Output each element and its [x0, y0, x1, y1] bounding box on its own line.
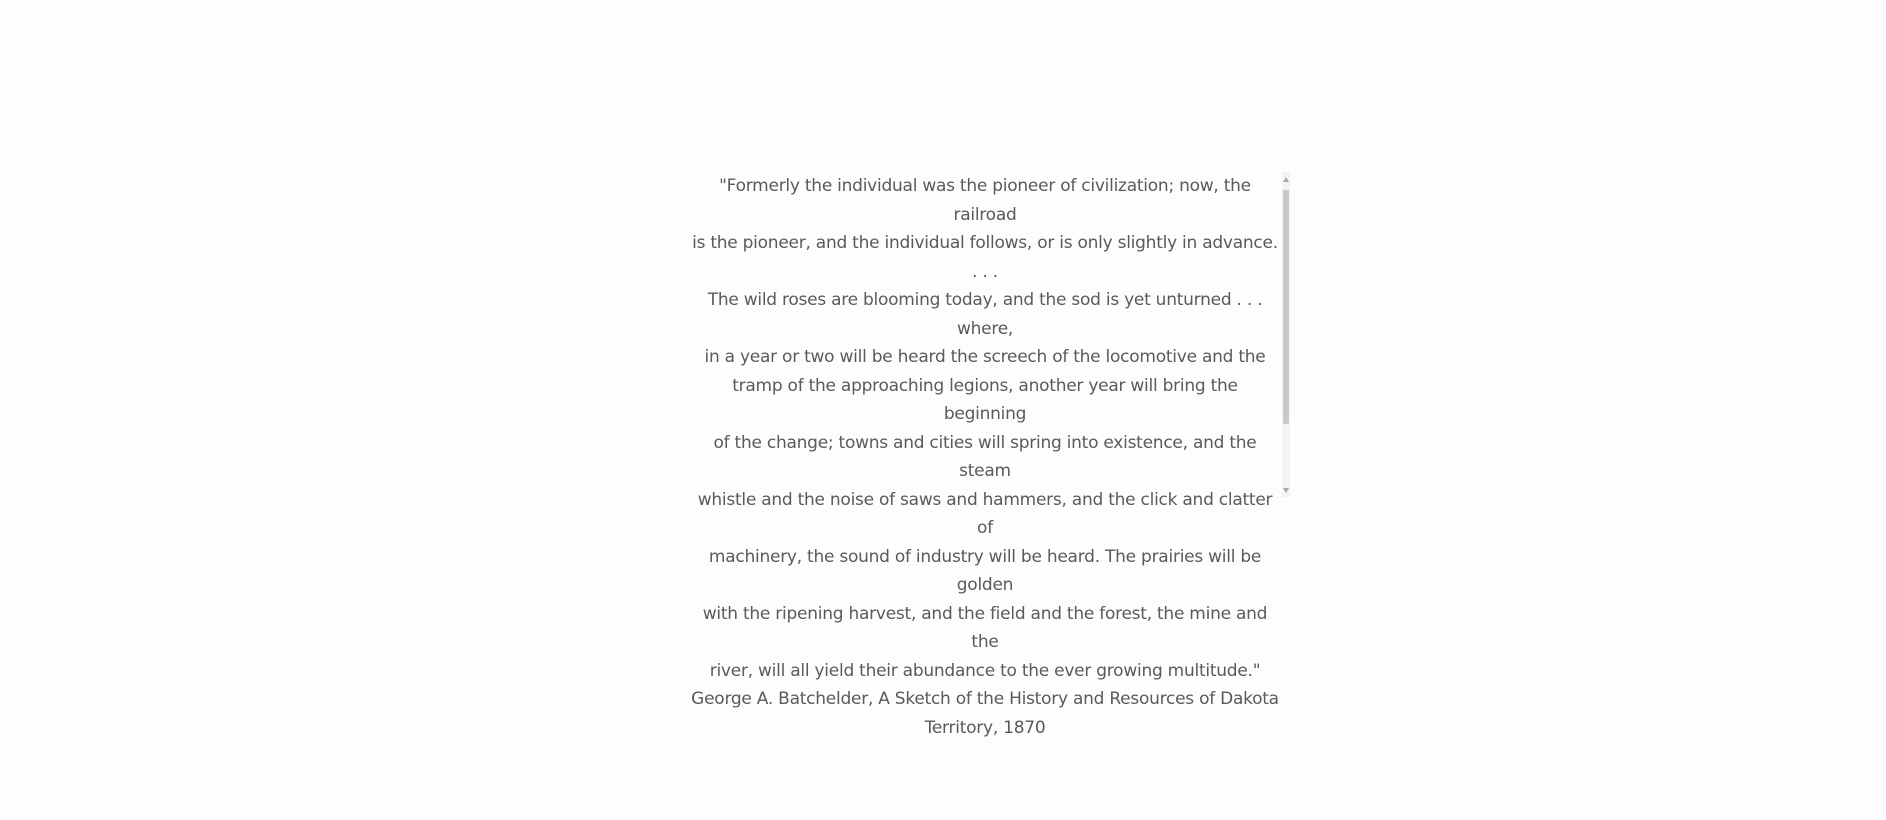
quote-attribution-continued: Territory, 1870: [924, 717, 1046, 738]
scroll-up-arrow-icon[interactable]: [1282, 172, 1290, 186]
quote-line: is the pioneer, and the individual follows, or is only slightly in advance. . . .: [692, 233, 1278, 282]
scroll-thumb[interactable]: [1283, 190, 1289, 424]
quote-line: tramp of the approaching legions, another year will bring the beginning: [732, 375, 1238, 424]
quote-line: river, will all yield their abundance to the ever growing multitude.": [709, 660, 1261, 681]
quote-line: machinery, the sound of industry will be heard. The prairies will be golden: [708, 546, 1262, 595]
quote-line: in a year or two will be heard the screech of the locomotive and the: [704, 347, 1266, 367]
quote-text: [690, 172, 1280, 742]
scroll-down-arrow-icon[interactable]: [1282, 483, 1290, 497]
vertical-scrollbar[interactable]: [1282, 172, 1290, 497]
quote-line: whistle and the noise of saws and hammers, and the click and clatter of: [697, 489, 1273, 538]
quote-line: of the change; towns and cities will spring into existence, and the steam: [713, 432, 1257, 481]
quote-scroll-panel[interactable]: [690, 172, 1290, 738]
quote-line: with the ripening harvest, and the field and the forest, the mine and the: [702, 603, 1268, 652]
quote-line: "Formerly the individual was the pioneer of civilization; now, the railroad: [719, 176, 1251, 225]
quote-attribution: George A. Batchelder, A Sketch of the History and Resources of Dakota: [691, 689, 1279, 709]
quote-line: The wild roses are blooming today, and the sod is yet unturned . . . where,: [707, 290, 1263, 339]
